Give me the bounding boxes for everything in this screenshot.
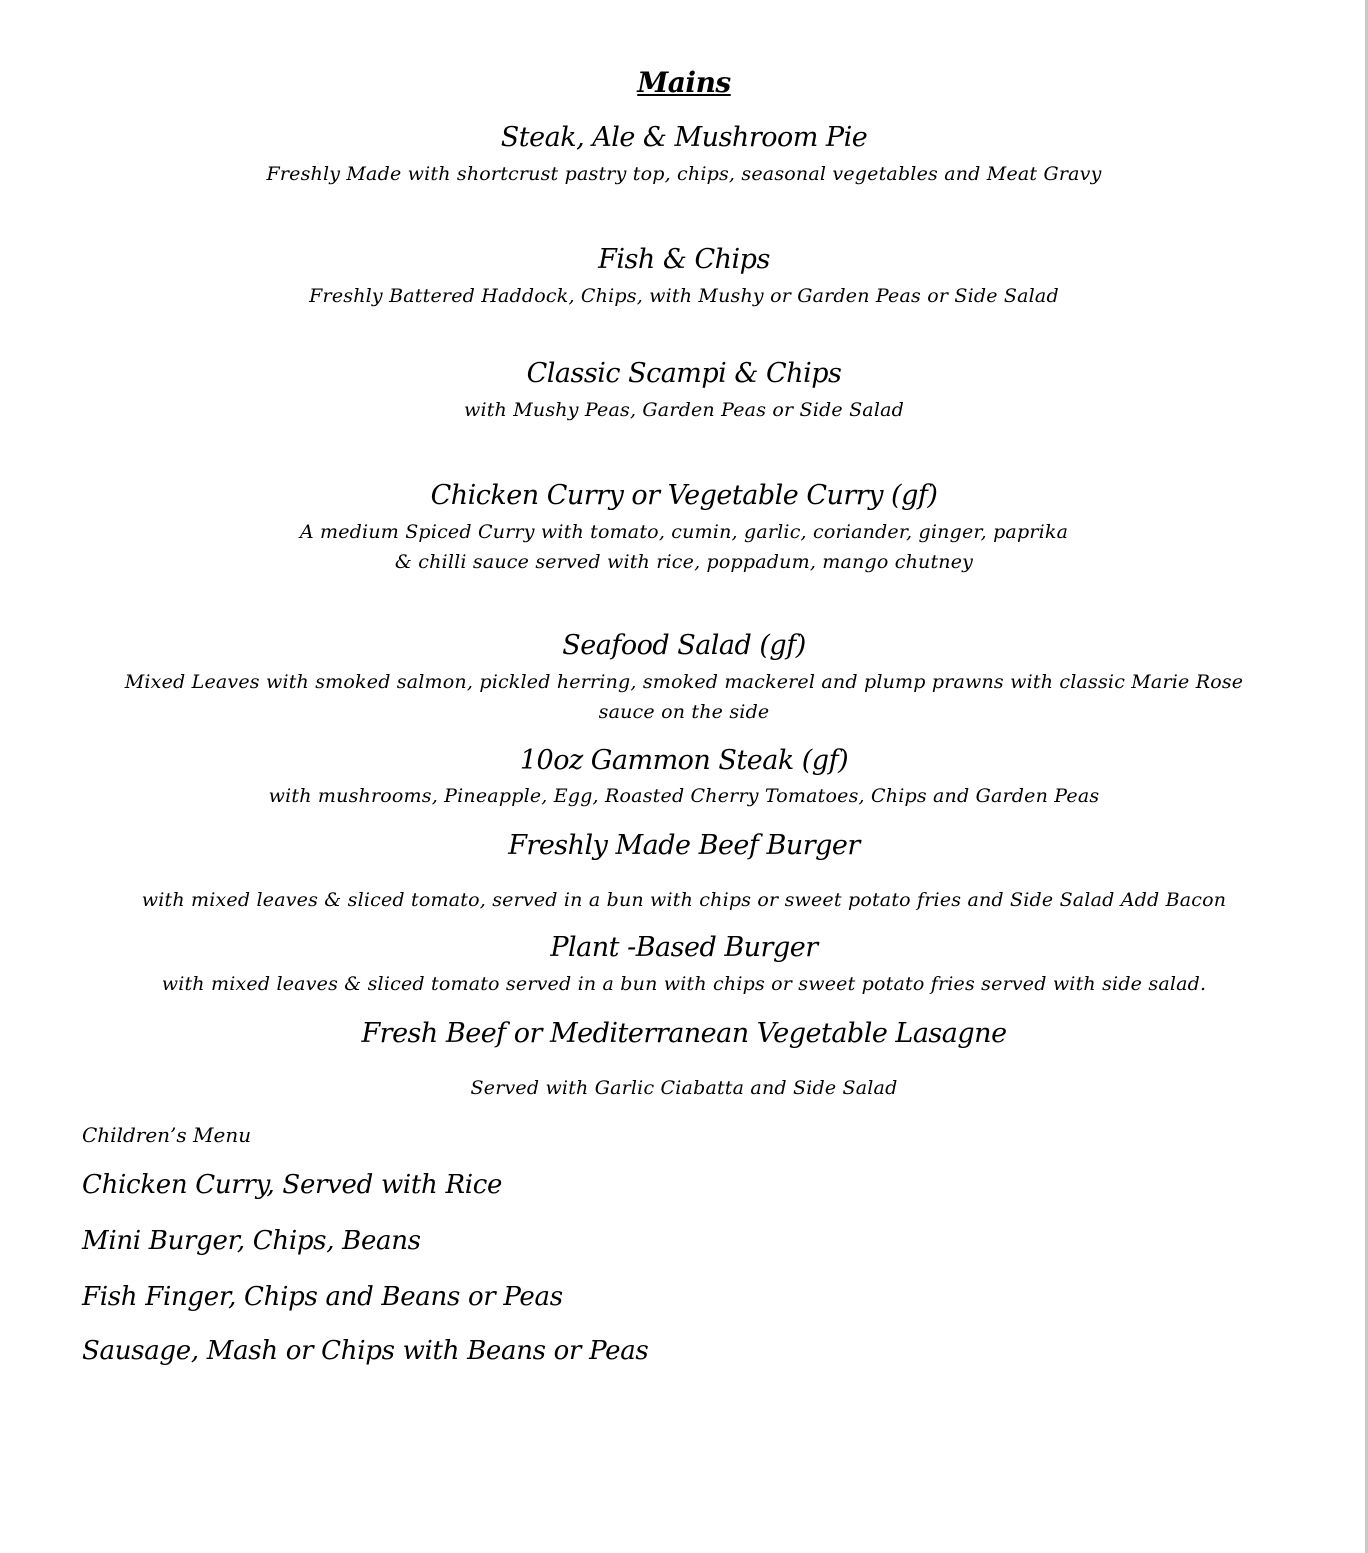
menu-item-name: Fresh Beef or Mediterranean Vegetable Lasagne — [361, 1018, 1007, 1049]
menu-item-name: Freshly Made Beef Burger — [508, 830, 860, 861]
childrens-menu-item: Fish Finger, Chips and Beans or Peas — [82, 1282, 563, 1312]
menu-item-description: A medium Spiced Curry with tomato, cumin, garlic, coriander, ginger, paprika — [299, 521, 1069, 543]
menu-item-name: Classic Scampi & Chips — [526, 358, 842, 389]
childrens-menu-item: Chicken Curry, Served with Rice — [82, 1170, 503, 1200]
menu-item-name: 10oz Gammon Steak (gf) — [519, 745, 849, 776]
menu-item-description: with mushrooms, Pineapple, Egg, Roasted Cherry Tomatoes, Chips and Garden Peas — [268, 785, 1100, 807]
menu-item-name: Fish & Chips — [598, 244, 770, 275]
menu-item-name: Chicken Curry or Vegetable Curry (gf) — [430, 480, 938, 511]
childrens-menu-heading: Children’s Menu — [82, 1123, 252, 1147]
menu-item-description: with mixed leaves & sliced tomato, served in a bun with chips or sweet potato fries and Side Salad Add Bacon — [141, 889, 1227, 911]
menu-item-description: Freshly Made with shortcrust pastry top, chips, seasonal vegetables and Meat Gravy — [266, 163, 1102, 185]
menu-item-name: Steak, Ale & Mushroom Pie — [500, 122, 868, 153]
menu-item-description: Served with Garlic Ciabatta and Side Salad — [470, 1077, 898, 1099]
menu-item-description: with Mushy Peas, Garden Peas or Side Salad — [463, 399, 904, 421]
menu-title: Mains — [637, 66, 731, 99]
menu-item-name: Seafood Salad (gf) — [562, 630, 806, 661]
menu-item-description: with mixed leaves & sliced tomato served in a bun with chips or sweet potato fries served with side salad. — [161, 973, 1207, 995]
menu-item-description: & chilli sauce served with rice, poppadum, mango chutney — [394, 551, 974, 573]
childrens-menu-item: Sausage, Mash or Chips with Beans or Peas — [82, 1336, 649, 1366]
menu-item-description: Freshly Battered Haddock, Chips, with Mushy or Garden Peas or Side Salad — [309, 285, 1059, 307]
menu-item-name: Plant -Based Burger — [550, 932, 818, 963]
menu-item-description: Mixed Leaves with smoked salmon, pickled herring, smoked mackerel and plump prawns with classic Marie Rose — [124, 671, 1244, 693]
childrens-menu-item: Mini Burger, Chips, Beans — [82, 1226, 421, 1256]
menu-item-description: sauce on the side — [598, 701, 770, 723]
